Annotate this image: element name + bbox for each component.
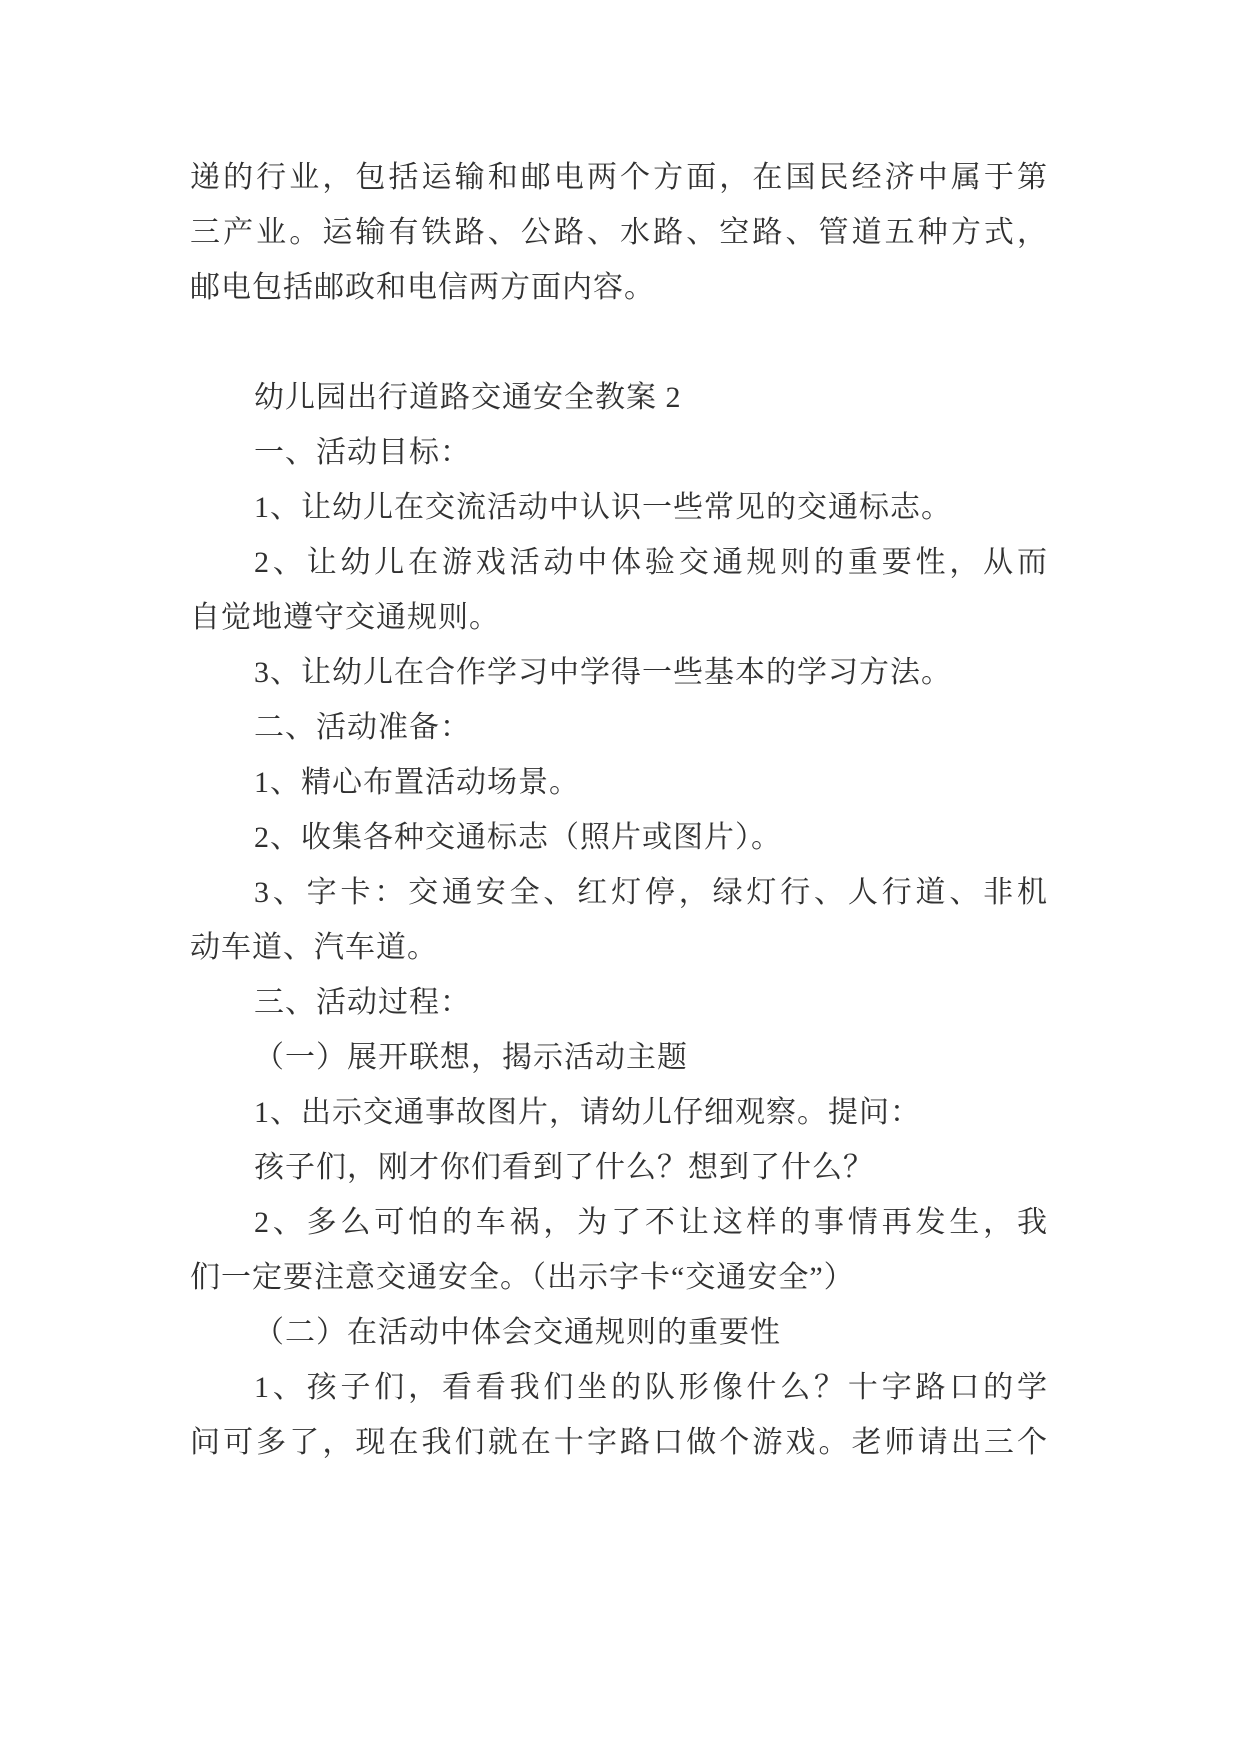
body-line: 2、让幼儿在游戏活动中体验交通规则的重要性，从而 [254,546,1048,579]
section-heading-line: 一、活动目标： [254,436,471,469]
body-line: 1、孩子们，看看我们坐的队形像什么？十字路口的学 [254,1371,1048,1404]
paragraph-continuation-line: 递的行业，包括运输和邮电两个方面，在国民经济中属于第 [190,161,1048,194]
body-line: 邮电包括邮政和电信两方面内容。 [190,271,655,304]
body-line: 1、让幼儿在交流活动中认识一些常见的交通标志。 [254,491,952,524]
body-line: 孩子们，刚才你们看到了什么？想到了什么？ [254,1151,874,1184]
subsection-heading-line: （一）展开联想，揭示活动主题 [254,1041,688,1074]
section-heading-line: 二、活动准备： [254,711,471,744]
section-heading-line: 三、活动过程： [254,986,471,1019]
body-line: 问可多了，现在我们就在十字路口做个游戏。老师请出三个 [190,1426,1048,1459]
blank-line [190,315,1048,370]
body-line: 2、收集各种交通标志（照片或图片）。 [254,821,782,854]
body-line: 自觉地遵守交通规则。 [190,601,500,634]
body-line: 三产业。运输有铁路、公路、水路、空路、管道五种方式， [190,216,1048,249]
subsection-heading-line: （二）在活动中体会交通规则的重要性 [254,1316,781,1349]
body-line: 动车道、汽车道。 [190,931,438,964]
document-body [190,150,1048,1470]
body-line: 3、字卡：交通安全、红灯停，绿灯行、人行道、非机 [254,876,1048,909]
body-line: 3、让幼儿在合作学习中学得一些基本的学习方法。 [254,656,952,689]
body-line: 1、出示交通事故图片，请幼儿仔细观察。提问： [254,1096,921,1129]
body-line: 2、多么可怕的车祸，为了不让这样的事情再发生，我 [254,1206,1048,1239]
body-line: 1、精心布置活动场景。 [254,766,580,799]
body-line: 们一定要注意交通安全。（出示字卡“交通安全”） [190,1261,855,1294]
doc-title-line: 幼儿园出行道路交通安全教案 2 [254,381,682,414]
